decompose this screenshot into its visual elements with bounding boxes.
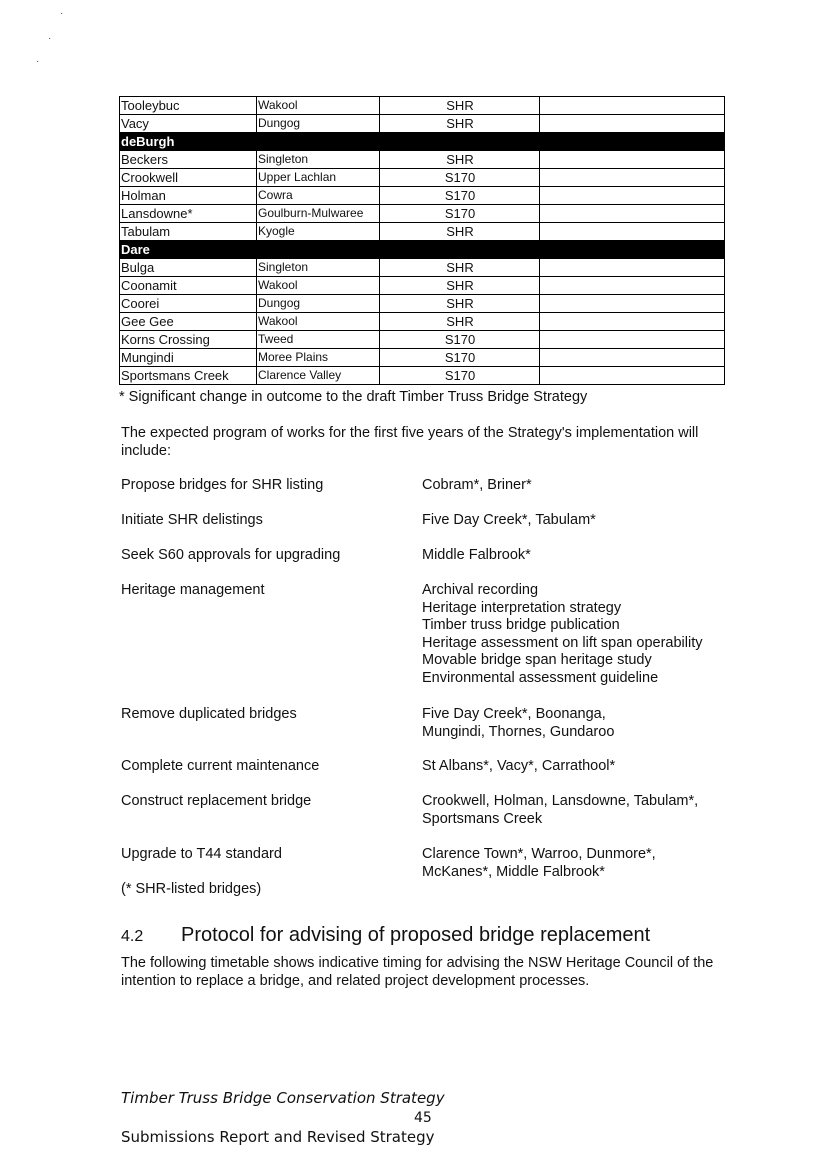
works-item-line: Middle Falbrook*: [422, 547, 531, 563]
council-cell: Singleton: [257, 151, 380, 169]
works-item-line: Five Day Creek*, Boonanga,: [422, 706, 606, 722]
works-item-line: Sportsmans Creek: [422, 810, 543, 827]
group-label: deBurgh: [120, 133, 725, 151]
council-cell: Cowra: [257, 187, 380, 205]
works-item-line: Clarence Town*, Warroo, Dunmore*,: [422, 846, 656, 862]
works-item-bridges: [422, 477, 532, 495]
council-cell: Wakool: [257, 277, 380, 295]
listing-cell: SHR: [380, 259, 540, 277]
footer-title: Timber Truss Bridge Conservation Strategy: [121, 1089, 445, 1107]
note-cell: [540, 115, 725, 133]
listing-cell: SHR: [380, 97, 540, 115]
table-group-header: [120, 133, 725, 151]
bridge-name-cell: Mungindi: [120, 349, 257, 367]
note-cell: [540, 313, 725, 331]
listing-cell: S170: [380, 367, 540, 385]
council-cell: Wakool: [257, 97, 380, 115]
table-row: [120, 331, 725, 349]
bridge-name-cell: Korns Crossing: [120, 331, 257, 349]
works-item-label: Seek S60 approvals for upgrading: [121, 547, 341, 563]
listing-cell: SHR: [380, 223, 540, 241]
works-item-label: Complete current maintenance: [121, 758, 320, 774]
works-item-label: Remove duplicated bridges: [121, 706, 297, 722]
council-cell: Upper Lachlan: [257, 169, 380, 187]
table-row: [120, 259, 725, 277]
council-cell: Moree Plains: [257, 349, 380, 367]
listing-cell: SHR: [380, 295, 540, 313]
table-row: [120, 313, 725, 331]
bridge-table: [119, 96, 725, 385]
note-cell: [540, 331, 725, 349]
council-cell: Dungog: [257, 295, 380, 313]
table-row: [120, 205, 725, 223]
works-item-line: Heritage assessment on lift span operability: [422, 634, 703, 651]
listing-cell: S170: [380, 187, 540, 205]
section-number: 4.2: [121, 928, 144, 945]
works-item-bridges: [422, 512, 596, 530]
listing-cell: SHR: [380, 115, 540, 133]
works-item-bridges: [422, 706, 614, 741]
bridge-name-cell: Coorei: [120, 295, 257, 313]
table-row: [120, 97, 725, 115]
note-cell: [540, 205, 725, 223]
listing-cell: S170: [380, 331, 540, 349]
works-item-bridges: [422, 758, 615, 776]
table-row: [120, 295, 725, 313]
table-row: [120, 367, 725, 385]
table-footnote: * Significant change in outcome to the draft Timber Truss Bridge Strategy: [119, 389, 588, 405]
works-item-line: St Albans*, Vacy*, Carrathool*: [422, 758, 616, 774]
bridge-name-cell: Coonamit: [120, 277, 257, 295]
listing-cell: S170: [380, 205, 540, 223]
note-cell: [540, 97, 725, 115]
listing-cell: SHR: [380, 277, 540, 295]
works-item-bridges: [422, 846, 656, 881]
section-title: Protocol for advising of proposed bridge replacement: [181, 924, 651, 946]
listing-cell: S170: [380, 349, 540, 367]
scan-speck: ·: [36, 56, 40, 67]
table-group-header: [120, 241, 725, 259]
works-item-bridges: [422, 793, 698, 828]
listing-cell: SHR: [380, 313, 540, 331]
council-cell: Goulburn-Mulwaree: [257, 205, 380, 223]
council-cell: Kyogle: [257, 223, 380, 241]
works-item-line: Crookwell, Holman, Lansdowne, Tabulam*,: [422, 793, 699, 809]
section-body: The following timetable shows indicative timing for advising the NSW Heritage Council of the intention to replace a bridge, and related project development processes.: [121, 955, 714, 989]
table-row: [120, 223, 725, 241]
works-item-label: Upgrade to T44 standard: [121, 846, 282, 862]
table-row: [120, 187, 725, 205]
note-cell: [540, 187, 725, 205]
note-cell: [540, 367, 725, 385]
note-cell: [540, 349, 725, 367]
works-item-bridges: [422, 547, 531, 565]
note-cell: [540, 277, 725, 295]
note-cell: [540, 169, 725, 187]
works-item-bridges: [422, 582, 702, 688]
works-footnote: (* SHR-listed bridges): [121, 881, 262, 897]
works-item-line: Heritage interpretation strategy: [422, 599, 622, 616]
note-cell: [540, 223, 725, 241]
works-item-label: Heritage management: [121, 582, 265, 598]
bridge-name-cell: Tabulam: [120, 223, 257, 241]
works-item-line: Timber truss bridge publication: [422, 617, 620, 634]
table-row: [120, 115, 725, 133]
bridge-name-cell: Crookwell: [120, 169, 257, 187]
council-cell: Singleton: [257, 259, 380, 277]
works-item-line: Environmental assessment guideline: [422, 669, 659, 686]
works-item-line: Archival recording: [422, 582, 539, 598]
council-cell: Wakool: [257, 313, 380, 331]
listing-cell: SHR: [380, 151, 540, 169]
works-item-line: McKanes*, Middle Falbrook*: [422, 863, 605, 880]
bridge-name-cell: Vacy: [120, 115, 257, 133]
table-row: [120, 169, 725, 187]
council-cell: Clarence Valley: [257, 367, 380, 385]
bridge-name-cell: Beckers: [120, 151, 257, 169]
table-row: [120, 277, 725, 295]
council-cell: Tweed: [257, 331, 380, 349]
bridge-name-cell: Sportsmans Creek: [120, 367, 257, 385]
works-item-label: Initiate SHR delistings: [121, 512, 263, 528]
bridge-name-cell: Holman: [120, 187, 257, 205]
works-item-line: Movable bridge span heritage study: [422, 652, 652, 669]
works-item-label: Construct replacement bridge: [121, 793, 312, 809]
table-row: [120, 151, 725, 169]
note-cell: [540, 259, 725, 277]
intro-paragraph: The expected program of works for the first five years of the Strategy's implementation will include:: [121, 425, 699, 459]
works-item-label: Propose bridges for SHR listing: [121, 477, 324, 493]
listing-cell: S170: [380, 169, 540, 187]
works-item-line: Mungindi, Thornes, Gundaroo: [422, 723, 615, 740]
note-cell: [540, 151, 725, 169]
bridge-name-cell: Tooleybuc: [120, 97, 257, 115]
council-cell: Dungog: [257, 115, 380, 133]
note-cell: [540, 295, 725, 313]
works-item-line: Cobram*, Briner*: [422, 477, 532, 493]
bridge-name-cell: Lansdowne*: [120, 205, 257, 223]
scan-speck: ·: [48, 33, 52, 44]
works-item-line: Five Day Creek*, Tabulam*: [422, 512, 596, 528]
bridge-name-cell: Bulga: [120, 259, 257, 277]
table-row: [120, 349, 725, 367]
group-label: Dare: [120, 241, 725, 259]
page-number: 45: [414, 1110, 432, 1126]
footer-subtitle: Submissions Report and Revised Strategy: [121, 1128, 435, 1146]
bridge-name-cell: Gee Gee: [120, 313, 257, 331]
scan-speck: ·: [60, 8, 64, 19]
